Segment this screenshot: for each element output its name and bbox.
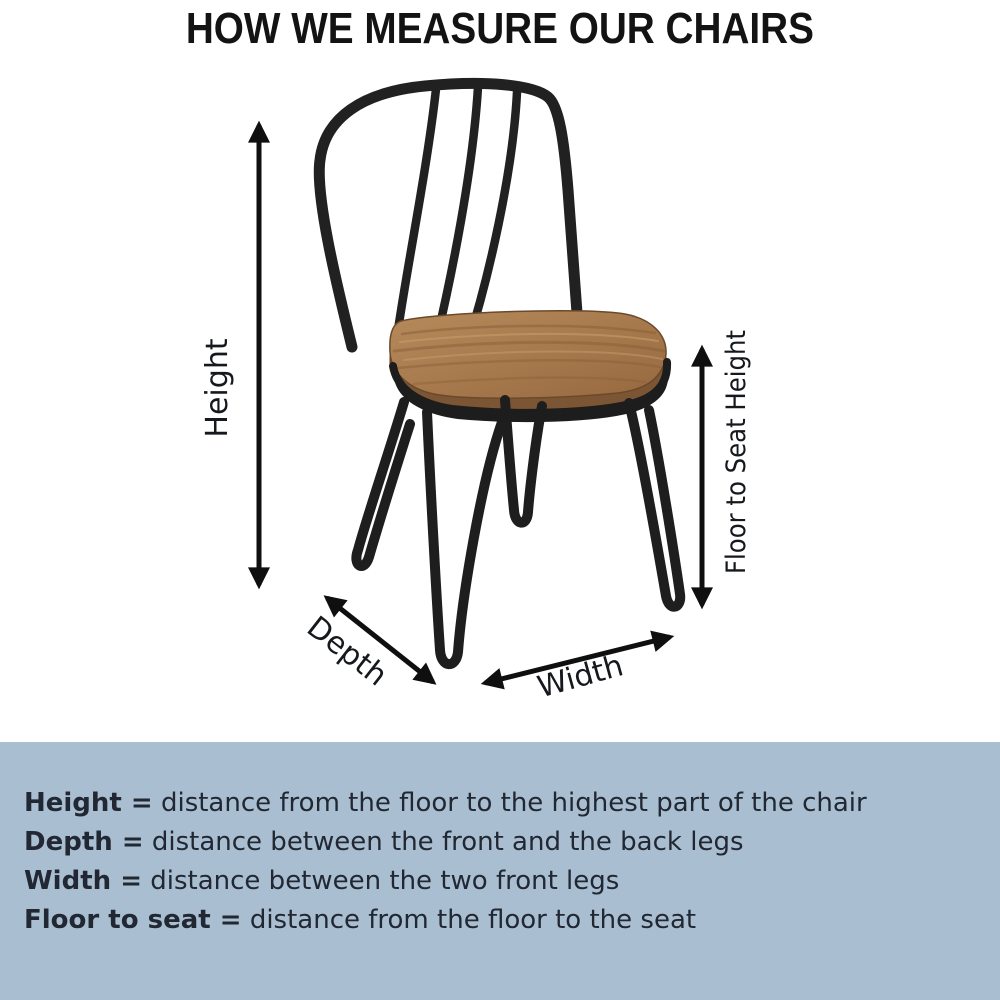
legend-definition-depth: distance between the front and the back legs — [151, 827, 744, 857]
legend-definition-width: distance between the two front legs — [150, 866, 620, 896]
legend-term-floor-to-seat: Floor to seat = — [24, 905, 242, 935]
height-label: Height — [200, 338, 235, 438]
legend-definition-floor-to-seat: distance from the floor to the seat — [249, 905, 697, 935]
chair-backrest — [319, 83, 579, 347]
legend-line-height — [24, 784, 976, 823]
legend-term-depth: Depth = — [24, 827, 144, 857]
page-title-text: HOW WE MEASURE OUR CHAIRS — [185, 4, 815, 53]
floor-to-seat-label: Floor to Seat Height — [721, 303, 752, 574]
legend-line-depth — [24, 823, 976, 862]
width-label: Width — [533, 648, 628, 706]
front-right-leg — [629, 403, 680, 607]
chair-seat — [390, 311, 666, 410]
legend-term-width: Width = — [24, 866, 142, 896]
legend-line-width — [24, 862, 976, 901]
legend-panel — [0, 742, 1000, 1000]
chair-illustration — [319, 83, 680, 664]
legend-term-height: Height = — [24, 788, 153, 818]
front-left-leg — [427, 412, 502, 664]
legend-definition-height: distance from the floor to the highest part of the chair — [160, 788, 867, 818]
depth-label: Depth — [300, 609, 394, 694]
back-left-leg — [356, 402, 410, 566]
chair-legs — [356, 400, 680, 664]
legend-line-floor-to-seat — [24, 901, 976, 940]
